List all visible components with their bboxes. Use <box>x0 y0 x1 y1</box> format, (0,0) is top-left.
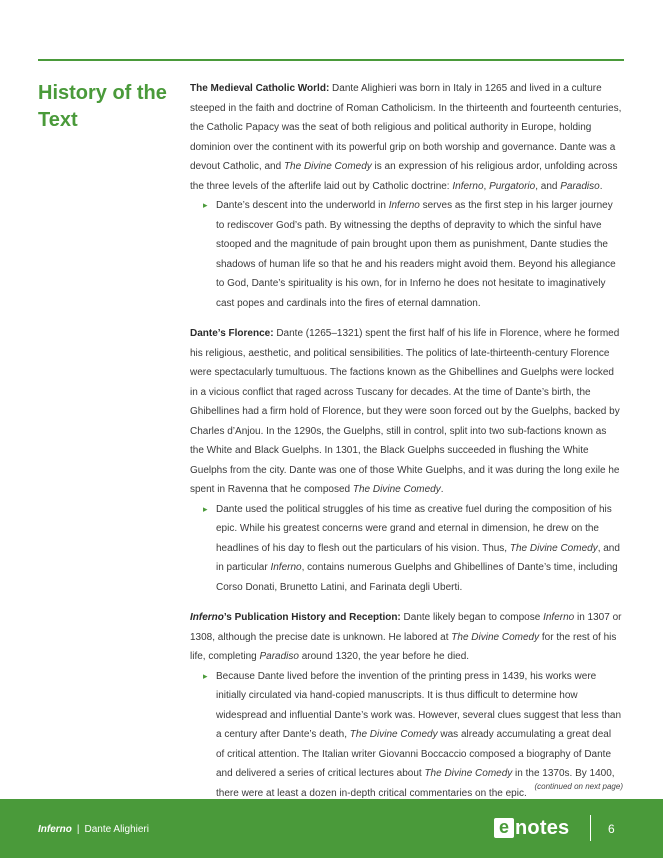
paragraph-heading: The Medieval Catholic World: <box>190 83 330 94</box>
top-divider <box>38 59 624 61</box>
paragraph <box>190 608 622 667</box>
text-block-publication-history <box>190 608 622 803</box>
logo-e-icon: e <box>494 818 514 838</box>
paragraph-heading: Dante’s Florence: <box>190 328 274 339</box>
page-footer <box>0 799 663 858</box>
bullet-icon: ▸ <box>203 503 208 514</box>
page-number: 6 <box>608 822 615 836</box>
bullet-text: Because Dante lived before the invention of the printing press in 1439, his works were initially circulated via hand-copied manuscripts. It is thus difficult to determine how widespread and influential Dante’s work was. However, several clues suggest that less than a century after Dante’s death, The Divine Comedy was already accumulating a great deal of critical attention. The Italian writer Giovanni Boccaccio composed a biography of Dante and delivered a series of critical lectures about The Divine Comedy in the 1370s. By 1400, there were at least a dozen in-depth critical commentaries on the epic. <box>216 670 622 799</box>
paragraph-heading: Inferno’s Publication History and Reception: <box>190 612 401 623</box>
bullet-icon: ▸ <box>203 200 208 210</box>
paragraph <box>190 79 622 196</box>
footer-author: Dante Alighieri <box>84 824 149 835</box>
text-block-medieval-catholic-world <box>190 79 622 313</box>
bullet-item <box>203 196 622 313</box>
bullet-text: Dante used the political struggles of his time as creative fuel during the composition of his epic. While his greatest concerns were grand and eternal in dimension, he drew on the headlines of his day to flesh out the particulars of his vision. Thus, The Divine Comedy, and in particular Inferno, contains numerous Guelphs and Ghibellines of Dante’s time, including Corso Donati, Brunetto Latini, and Farinata degli Uberti. <box>216 503 620 593</box>
footer-divider <box>590 815 591 841</box>
bullet-item <box>203 500 622 598</box>
paragraph <box>190 324 622 500</box>
bullet-icon: ▸ <box>203 670 208 681</box>
logo-text: notes <box>515 816 570 839</box>
footer-book-info <box>38 824 149 835</box>
enotes-logo <box>494 816 569 840</box>
footer-separator: | <box>76 824 80 835</box>
paragraph-body: Dante Alighieri was born in Italy in 1265 and lived in a culture steeped in the faith and doctrine of Roman Catholicism. In the thirteenth and fourteenth centuries, the Catholic Papacy was the seat of both religious and political authority in Europe, holding dominion over the continent with its powerful grip on both worship and governance. Dante was a devout Catholic, and The Divine Comedy is an expression of his religious ardor, unfolding across the three levels of the afterlife laid out by Catholic doctrine: Inferno, Purgatorio, and Paradiso. <box>190 83 622 192</box>
bullet-text: Dante’s descent into the underworld in Inferno serves as the first step in his larger journey to rediscover God’s path. By witnessing the depths of depravity to which the sinful have stooped and the magnitude of pain brought upon them as punishment, Dante studies the shadows of human life so that he and his readers might avoid them. Beyond his allegiance to God, Dante’s spirituality is his own, for in Inferno he does not hesitate to imaginatively cast popes and cardinals into the fires of eternal damnation. <box>216 200 616 309</box>
text-block-dantes-florence <box>190 324 622 597</box>
main-content <box>190 79 622 803</box>
paragraph-body: Dante likely began to compose Inferno in 1307 or 1308, although the precise date is unknown. He labored at The Divine Comedy for the rest of his life, completing Paradiso around 1320, the year before he died. <box>190 612 622 662</box>
section-title: History of the Text <box>38 82 167 131</box>
footer-book-title: Inferno <box>38 824 72 835</box>
continued-note: (continued on next page) <box>534 782 623 791</box>
paragraph-body: Dante (1265–1321) spent the first half of his life in Florence, where he formed his religious, aesthetic, and political sensibilities. The politics of late-thirteenth-century Florence were spectacularly tumultuous. The factions known as the Ghibellines and Guelphs were locked in a vicious conflict that raged across Tuscany for decades. At the time of Dante’s birth, the Ghibellines had a firm hold of Florence, but they were soon forced out by the Guelphs, backed by Charles d’Anjou. In the 1290s, the Guelphs, still in control, split into two sub-factions known as the White and Black Guelphs. In 1301, the Black Guelphs succeeded in flushing the White Guelphs from the city. Dante was one of those White Guelphs, and it was during the long exile he spent in Ravenna that he composed The Divine Comedy. <box>190 328 620 495</box>
